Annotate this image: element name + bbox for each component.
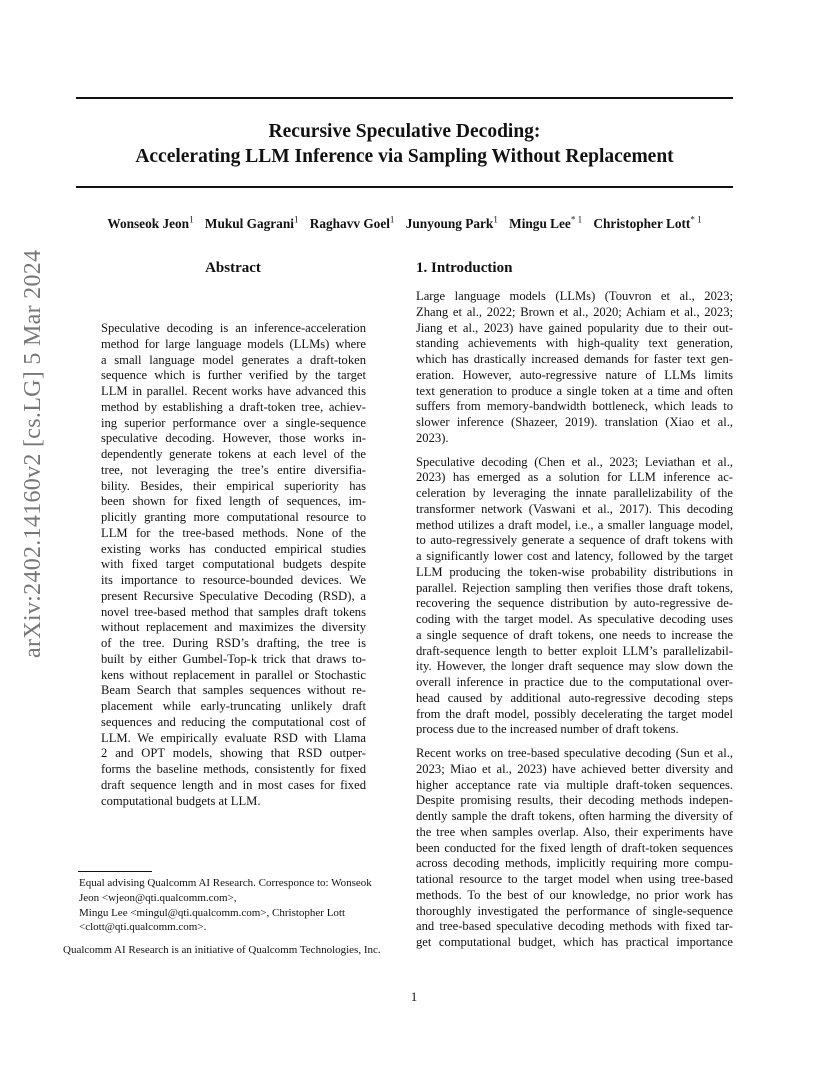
abstract-line: speculative decoding. However, those works in- [101, 431, 366, 446]
intro-line: been conducted for the fixed length of draft-token sequences [416, 840, 733, 855]
abstract-body [101, 321, 366, 809]
author: Wonseok Jeon$^1$ [107, 215, 194, 232]
intro-line: parallel. Rejection sampling then verifies those draft tokens, [416, 580, 733, 595]
page-number: 1 [410, 990, 418, 1004]
abstract-line: LLM in parallel. Recent works have advanced this [101, 384, 366, 398]
intro-line: Zhang et al., 2022; Brown et al., 2020; Achiam et al., 2023; [416, 304, 733, 319]
paper-title [76, 119, 733, 169]
footnote-line: Equal advising Qualcomm AI Research. Corresponce to: Wonseok Jeon <wjeon@qti.qualcomm.com>, [79, 877, 372, 904]
intro-line: suffers from memory-bandwidth bottleneck, which leads to [416, 399, 733, 414]
intro-line: and tree-based speculative decoding methods with fixed tar- [416, 919, 733, 934]
abstract-line: been shown for fixed length of sequences, im- [101, 494, 366, 509]
intro-line: Speculative decoding (Chen et al., 2023; Leviathan et al., [416, 454, 733, 469]
intro-line: transformer network (Vaswani et al., 2017). This decoding [416, 501, 733, 516]
author: Mukul Gagrani$^1$ [204, 215, 299, 232]
paragraph [416, 289, 733, 447]
abstract-line: with fixed target computational budgets despite [101, 557, 366, 572]
abstract-line: sequences and reducing the computational cost of [101, 714, 366, 729]
intro-line: from the draft model, possibly decelerating the target model [416, 706, 733, 721]
intro-line: overall inference in practice due to the computational over- [416, 675, 733, 689]
intro-line: ity. However, the longer draft sequence may slow down the [416, 659, 733, 674]
abstract-line: Speculative decoding is an inference-acceleration [101, 321, 366, 335]
intro-line: methods. To the best of our knowledge, no prior work has [416, 887, 733, 902]
abstract-line: dependently generate tokens at each level of the [101, 447, 366, 461]
intro-line: recovering the sequence distribution by auto-regressive de- [416, 596, 733, 611]
abstract-line: kens without replacement in parallel or Stochastic [101, 667, 366, 682]
intro-line: higher acceptance rate via multiple draft-token sequences. [416, 777, 733, 792]
author: Raghavv Goel$^1$ [309, 215, 395, 232]
paragraph [416, 746, 733, 951]
intro-line: draft-sequence length to better exploit LLM’s parallelizabil- [416, 643, 733, 658]
abstract-line: method by establishing a draft-token tree, achiev- [101, 399, 366, 414]
abstract-line: sequence which is further verified by the target [101, 368, 366, 383]
abstract-line: without replacement and maximizes the diversity [101, 620, 366, 635]
intro-line: to auto-regressively generate a sequence of draft tokens with [416, 533, 733, 548]
arxiv-identifier: arXiv:2402.14160v2 [cs.LG] 5 Mar 2024 [20, 249, 46, 658]
abstract-line: novel tree-based method that samples draft tokens [101, 604, 366, 619]
footnote-line: Mingu Lee <mingul@qti.qualcomm.com>, Christopher Lott [79, 906, 346, 919]
intro-line: a significantly lower cost and latency, followed by the target [416, 549, 733, 563]
abstract-line: method for large language models (LLMs) where [101, 336, 366, 351]
intro-line: coding with the target model. As speculative decoding uses [416, 612, 733, 626]
intro-line: dently sample the draft tokens, often harming the diversity of [416, 809, 733, 823]
intro-line: method utilizes a draft model, i.e., a smaller language model, [416, 517, 733, 532]
intro-line: 2023). [416, 430, 449, 445]
abstract-line: existing works has conducted empirical studies [101, 541, 366, 556]
title-bottom-rule [76, 186, 733, 188]
footnote [63, 876, 393, 958]
intro-line: which has drastically increased demands for faster text gen- [416, 352, 733, 366]
intro-line: across decoding methods, implicitly requiring more compu- [416, 856, 733, 871]
abstract-line: tree, not leveraging the tree’s entire diversifia- [101, 462, 366, 477]
affiliation-note: Qualcomm AI Research is an initiative of Qualcomm Technologies, Inc. [63, 944, 381, 957]
abstract-line: LLM. We empirically evaluate RSD with Llama [101, 730, 366, 745]
intro-line: 2023) has emerged as a solution for LLM inference ac- [416, 470, 733, 485]
author: Junyoung Park$^1$ [405, 215, 498, 232]
section-heading-introduction: 1. Introduction [416, 260, 513, 276]
intro-line: the tree when samples overlap. Also, their experiments have [416, 824, 733, 839]
intro-line: get computational budget, which has practical importance [416, 935, 733, 949]
abstract-heading: Abstract [205, 260, 261, 276]
abstract-line: plicitly granting more computational resource to [101, 510, 366, 524]
intro-line: a single sequence of draft tokens, one needs to increase the [416, 627, 733, 642]
intro-line: Large language models (LLMs) (Touvron et al., 2023; [416, 289, 733, 303]
intro-line: Despite promising results, their decoding methods indepen- [416, 793, 733, 808]
abstract-line: ing superior performance over a single-sequence [101, 415, 366, 430]
author: Mingu Lee$^{* 1}$ [509, 215, 583, 232]
footnote-text [63, 876, 393, 935]
intro-line: thoroughly investigated the performance of single-sequence [416, 903, 733, 918]
intro-line: celeration by leveraging the innate parallelizability of the [416, 486, 733, 500]
footnote-rule [78, 871, 152, 872]
top-rule [76, 97, 733, 99]
paragraph [416, 455, 733, 739]
introduction-body [416, 289, 733, 959]
title-line-1: Recursive Speculative Decoding: [268, 121, 541, 142]
abstract-line: bility. Besides, their empirical superiority has [101, 478, 366, 493]
intro-line: standing achievements with high-quality text generation, [416, 336, 733, 351]
abstract-line: of the tree. During RSD’s drafting, the tree is [101, 636, 366, 650]
intro-line: Recent works on tree-based speculative decoding (Sun et al., [416, 746, 733, 760]
author: Christopher Lott$^{* 1}$ [593, 215, 702, 232]
title-line-2: Accelerating LLM Inference via Sampling Without Replacement [135, 146, 674, 167]
intro-line: tational resource to the target model when using tree-based [416, 872, 733, 886]
intro-line: process due to the increased number of draft tokens. [416, 722, 679, 737]
intro-line: eration. However, auto-regressive nature of LLMs limits [416, 367, 733, 382]
abstract-line: present Recursive Speculative Decoding (RSD), a [101, 588, 366, 603]
abstract-line: computational budgets at LLM. [101, 793, 261, 808]
abstract-line: LLM for the tree-based methods. None of the [101, 525, 366, 540]
abstract-line: placement while early-truncating unlikely draft [101, 699, 366, 713]
abstract-line: forms the baseline methods, consistently for fixed [101, 762, 366, 776]
abstract-line: its importance to resource-bounded devices. We [101, 573, 366, 587]
abstract-line: built by either Gumbel-Top-k trick that draws to- [101, 651, 366, 666]
intro-line: 2023; Miao et al., 2023) have achieved better diversity and [416, 761, 733, 776]
intro-line: Jiang et al., 2023) have gained popularity due to their out- [416, 320, 733, 335]
abstract-line: a small language model generates a draft-token [101, 352, 366, 367]
author-list [76, 215, 733, 232]
abstract-line: draft sequence length and in most cases for fixed [101, 777, 366, 792]
abstract-line: Beam Search that samples sequences without re- [101, 683, 366, 698]
abstract-line: 2 and OPT models, showing that RSD outper- [101, 746, 366, 761]
intro-line: LLM producing the token-wise probability distributions in [416, 564, 733, 579]
footnote-line: <clott@qti.qualcomm.com>. [79, 921, 207, 934]
intro-line: head caused by additional auto-regressive decoding steps [416, 690, 733, 705]
intro-line: slower inference (Shazeer, 2019). translation (Xiao et al., [416, 415, 733, 429]
intro-line: text generation to produce a single token at a time and often [416, 383, 733, 398]
